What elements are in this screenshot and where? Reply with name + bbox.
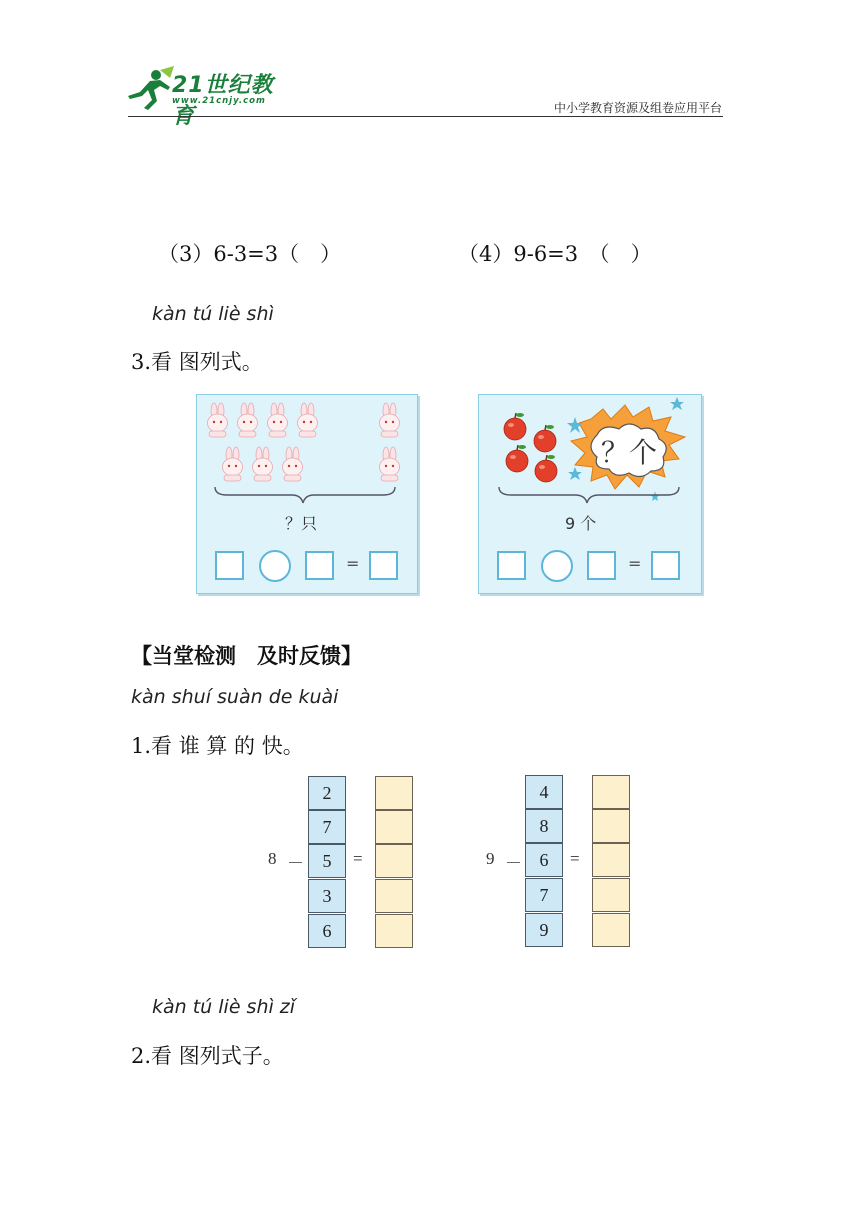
right-minuend: 9 [486,849,495,868]
quiz-heading: 【当堂检测 及时反馈】 [131,643,362,668]
left-subtrahend-cell: 2 [308,776,346,810]
logo-url: www.21cnjy.com [172,96,266,106]
runner-logo-icon [124,66,174,110]
equals-sign: = [346,554,360,573]
burst-question-label: ？个 [601,436,658,469]
q2-title: 2.看 图列式子。 [131,1044,284,1068]
rabbit-picture-card [196,394,418,594]
right-answer-cell[interactable] [592,775,630,809]
right-subtrahend-cell: 6 [525,843,563,877]
right-answer-cell[interactable] [592,878,630,912]
answer-box-2[interactable] [587,551,616,580]
left-subtrahend-cell: 5 [308,844,346,878]
right-subtrahend-cell: 8 [525,809,563,843]
site-logo [124,66,294,129]
header-tagline: 中小学教育资源及组卷应用平台 [553,101,722,115]
answer-box-result[interactable] [651,551,680,580]
right-minus-sign: － [505,854,522,873]
left-subtrahend-cell: 7 [308,810,346,844]
left-minuend: 8 [268,849,277,868]
right-subtrahend-cell: 9 [525,913,563,947]
logo-wordmark: 21世纪教育 [172,73,274,129]
right-subtrahend-cell: 4 [525,775,563,809]
equals-sign: = [628,554,642,573]
left-answer-cell[interactable] [375,914,413,948]
left-answer-cell[interactable] [375,844,413,878]
answer-box-result[interactable] [369,551,398,580]
left-answer-cell[interactable] [375,879,413,913]
apple-total-label: 9 个 [565,514,597,533]
left-subtrahend-cell: 3 [308,879,346,913]
q1-title: 1.看 谁 算 的 快。 [131,734,304,758]
q2-pinyin: kàn tú liè shì zǐ [152,996,296,1018]
apple-picture-card [478,394,702,594]
right-answer-cell[interactable] [592,913,630,947]
header-divider [128,116,723,117]
right-subtrahend-cell: 7 [525,878,563,912]
exercise-item-4: （4）9-6=3 （ ） [458,242,652,266]
right-equals-sign: = [570,849,580,868]
answer-box-2[interactable] [305,551,334,580]
section3-title: 3.看 图列式。 [131,350,263,374]
left-answer-cell[interactable] [375,776,413,810]
exercise-item-3: （3）6-3=3（ ） [158,242,342,266]
q1-pinyin: kàn shuí suàn de kuài [131,686,339,708]
answer-box-1[interactable] [215,551,244,580]
answer-box-1[interactable] [497,551,526,580]
left-answer-cell[interactable] [375,810,413,844]
left-minus-sign: － [287,854,304,873]
left-equals-sign: = [353,849,363,868]
rabbit-question-label: ？只 [285,514,318,533]
left-subtrahend-cell: 6 [308,914,346,948]
right-answer-cell[interactable] [592,809,630,843]
section3-pinyin: kàn tú liè shì [152,303,274,325]
operator-circle[interactable] [541,550,573,582]
right-answer-cell[interactable] [592,843,630,877]
operator-circle[interactable] [259,550,291,582]
